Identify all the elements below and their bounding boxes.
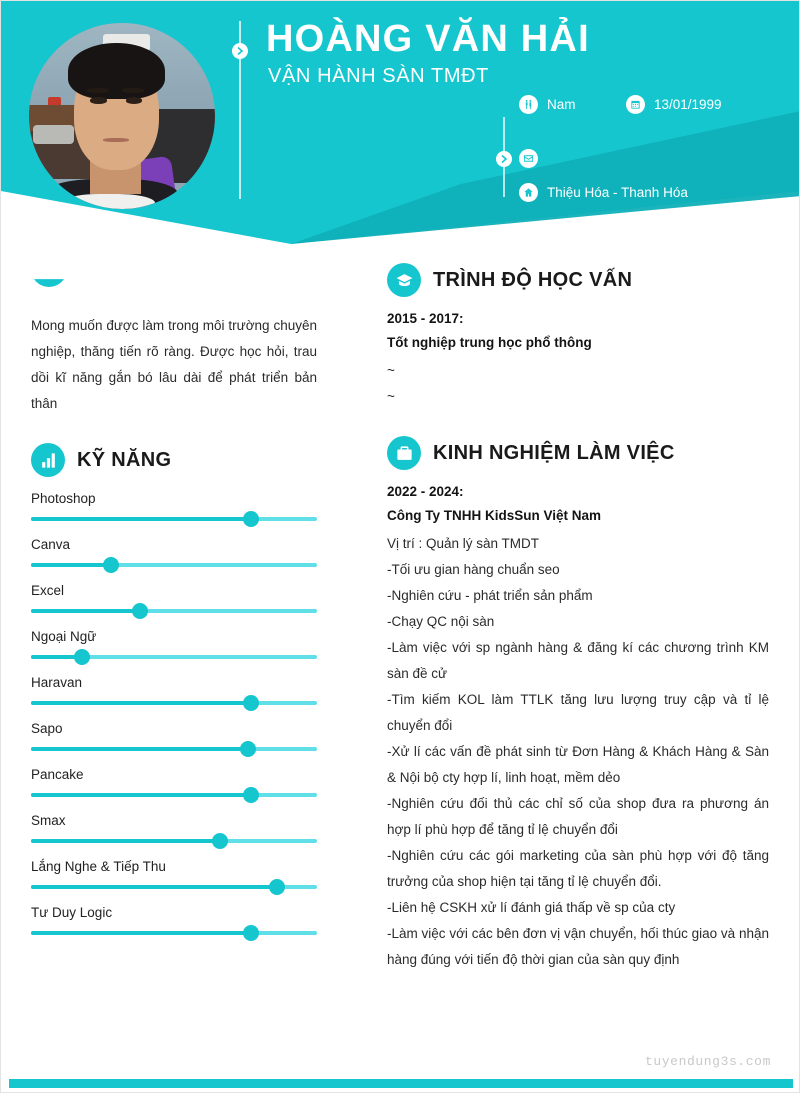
skill-slider-knob[interactable] xyxy=(74,649,90,665)
dob-value: 13/01/1999 xyxy=(654,97,722,112)
left-column xyxy=(31,259,317,951)
chevron-right-icon-secondary xyxy=(496,151,512,167)
skill-label: Canva xyxy=(31,537,71,552)
skill-row xyxy=(31,537,317,567)
education-extra-line: ~ xyxy=(387,363,395,378)
education-date: 2015 - 2017: xyxy=(387,311,464,326)
skill-row xyxy=(31,859,317,889)
right-column xyxy=(387,263,769,973)
education-extra-line: ~ xyxy=(387,389,395,404)
skill-slider-knob[interactable] xyxy=(243,511,259,527)
contact-gender xyxy=(519,95,576,114)
skill-label: Ngoại Ngữ xyxy=(31,629,97,644)
skills-section-header xyxy=(31,443,317,477)
envelope-icon xyxy=(519,149,538,168)
skill-slider-fill xyxy=(31,701,251,705)
gender-value: Nam xyxy=(547,97,576,112)
calendar-icon xyxy=(626,95,645,114)
skill-slider[interactable] xyxy=(31,609,317,613)
skill-label: Sapo xyxy=(31,721,63,736)
watermark: tuyendung3s.com xyxy=(644,1054,771,1069)
objective-text: Mong muốn được làm trong môi trường chuyên nghiệp, thăng tiến rõ ràng. Được học hỏi, trau dồi kĩ năng gắn bó lâu dài để phát triển bản thân xyxy=(31,318,317,411)
bar-chart-icon xyxy=(31,443,65,477)
experience-bullet: -Tìm kiếm KOL làm TTLK tăng lưu lượng truy cập và tỉ lệ chuyển đổi xyxy=(387,692,769,733)
skill-slider-fill xyxy=(31,793,251,797)
contact-address xyxy=(519,183,688,202)
skill-slider-fill xyxy=(31,563,111,567)
job-title: VẬN HÀNH SÀN TMĐT xyxy=(268,65,489,87)
experience-bullet: -Làm việc với sp ngành hàng & đăng kí các chương trình KM sàn đề cử xyxy=(387,640,769,681)
skill-slider[interactable] xyxy=(31,701,317,705)
skill-slider-fill xyxy=(31,517,251,521)
gender-icon xyxy=(519,95,538,114)
avatar-photo xyxy=(29,23,215,209)
home-icon xyxy=(519,183,538,202)
skill-slider-fill xyxy=(31,885,277,889)
briefcase-icon xyxy=(387,436,421,470)
experience-bullet: -Liên hệ CSKH xử lí đánh giá thấp về sp của cty xyxy=(387,900,676,915)
skill-slider[interactable] xyxy=(31,517,317,521)
skill-slider-fill xyxy=(31,931,251,935)
education-degree: Tốt nghiệp trung học phổ thông xyxy=(387,335,592,350)
experience-bullet: -Nghiên cứu - phát triển sản phẩm xyxy=(387,588,593,603)
skill-row xyxy=(31,721,317,751)
experience-section-header xyxy=(387,436,769,470)
skill-slider-knob[interactable] xyxy=(243,787,259,803)
skill-row xyxy=(31,767,317,797)
contact-email xyxy=(519,149,697,168)
skill-slider-fill xyxy=(31,839,220,843)
skill-row xyxy=(31,905,317,935)
skill-label: Excel xyxy=(31,583,65,598)
experience-bullet: -Tối ưu gian hàng chuẩn seo xyxy=(387,562,560,577)
skill-slider-fill xyxy=(31,609,140,613)
skill-slider[interactable] xyxy=(31,655,317,659)
skill-label: Tư Duy Logic xyxy=(31,905,113,920)
experience-date: 2022 - 2024: xyxy=(387,484,464,499)
skill-label: Haravan xyxy=(31,675,83,690)
skill-row xyxy=(31,583,317,613)
skill-slider-knob[interactable] xyxy=(243,695,259,711)
skill-slider-fill xyxy=(31,747,248,751)
skill-row xyxy=(31,491,317,521)
experience-bullet-list xyxy=(387,557,769,973)
skill-slider[interactable] xyxy=(31,885,317,889)
skill-slider-knob[interactable] xyxy=(212,833,228,849)
experience-bullet: -Nghiên cứu các gói marketing của sàn phù hợp với độ tăng trưởng của shop hiện tại tăng tỉ lệ chuyển đổi. xyxy=(387,848,769,889)
skill-slider-knob[interactable] xyxy=(240,741,256,757)
page-title: HOÀNG VĂN HẢI xyxy=(266,18,590,60)
skills-section-title: KỸ NĂNG xyxy=(77,448,172,471)
skill-slider-knob[interactable] xyxy=(243,925,259,941)
experience-bullet: -Chạy QC nội sàn xyxy=(387,614,495,629)
skill-row xyxy=(31,813,317,843)
skill-slider[interactable] xyxy=(31,793,317,797)
skills-list xyxy=(31,491,317,935)
skill-label: Pancake xyxy=(31,767,84,782)
education-section-header xyxy=(387,263,769,297)
avatar xyxy=(29,23,215,209)
experience-bullet: -Xử lí các vấn đề phát sinh từ Đơn Hàng & Khách Hàng & Sàn & Nội bộ cty hợp lí, linh hoạt, mềm dẻo xyxy=(387,744,769,785)
experience-bullet: -Nghiên cứu đối thủ các chỉ số của shop đưa ra phương án hợp lí phù hợp để tăng tỉ lệ chuyển đổi xyxy=(387,796,769,837)
address-value: Thiệu Hóa - Thanh Hóa xyxy=(547,185,688,200)
education-section-title: TRÌNH ĐỘ HỌC VẤN xyxy=(433,268,633,291)
cv-header xyxy=(1,1,800,263)
skill-row xyxy=(31,629,317,659)
skill-row xyxy=(31,675,317,705)
bottom-accent-bar xyxy=(9,1079,793,1088)
chevron-right-icon xyxy=(232,43,248,59)
contact-dob xyxy=(626,95,722,114)
skill-label: Lắng Nghe & Tiếp Thu xyxy=(31,859,166,874)
skill-slider[interactable] xyxy=(31,563,317,567)
experience-bullet: -Làm việc với các bên đơn vị vận chuyển, hối thúc giao và nhận hàng đúng với tiến độ thời gian của sàn quy định xyxy=(387,926,769,967)
experience-company: Công Ty TNHH KidsSun Việt Nam xyxy=(387,508,602,523)
skill-slider[interactable] xyxy=(31,747,317,751)
skill-label: Smax xyxy=(31,813,66,828)
skill-slider-knob[interactable] xyxy=(269,879,285,895)
experience-position: Vị trí : Quản lý sàn TMDT xyxy=(387,536,540,551)
skill-slider[interactable] xyxy=(31,931,317,935)
skill-label: Photoshop xyxy=(31,491,96,506)
skill-slider[interactable] xyxy=(31,839,317,843)
email-value xyxy=(547,152,697,165)
graduation-cap-icon xyxy=(387,263,421,297)
experience-section-title: KINH NGHIỆM LÀM VIỆC xyxy=(433,441,675,464)
skill-slider-knob[interactable] xyxy=(103,557,119,573)
skill-slider-knob[interactable] xyxy=(132,603,148,619)
